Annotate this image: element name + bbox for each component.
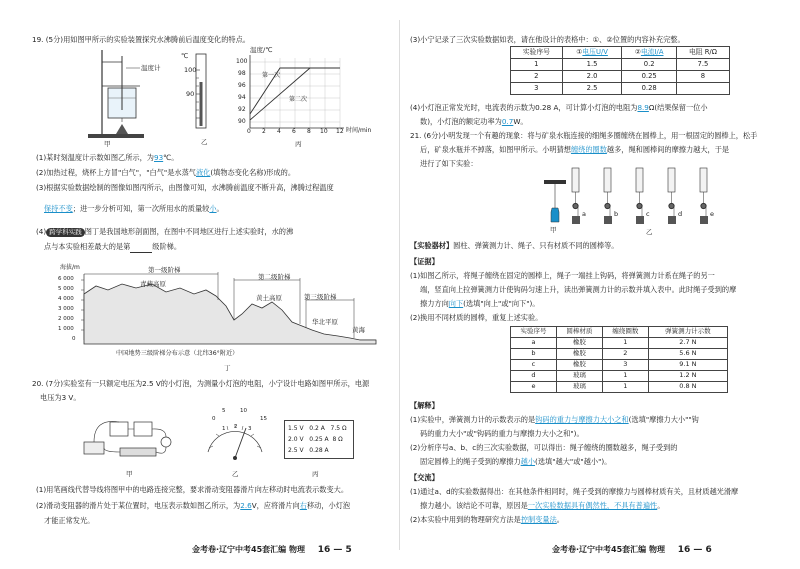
voltmeter-tick-3: 3 bbox=[248, 426, 252, 432]
q21-e2: (2)换用不同材质的圆棒，重复上述实验。 bbox=[410, 313, 543, 322]
answer-slider-direction: 右 bbox=[299, 501, 307, 510]
q21-bottle-figure bbox=[540, 174, 570, 224]
answer-reading-meaning: 钩码的重力与摩擦力大小之和 bbox=[535, 415, 629, 424]
terrain-y-0: 0 bbox=[72, 336, 76, 342]
q21-equipment: 【实验器材】圆柱、弹簧测力计、绳子、只有材质不同的圆棒等。 bbox=[410, 241, 619, 250]
terrain-y-3000: 3 000 bbox=[58, 306, 74, 312]
answer-temperature: 93 bbox=[154, 153, 164, 162]
note-row-2: 2.0 V 0.25 A 8 Ω bbox=[288, 436, 343, 443]
q21-e1-line2: 端，竖直向上拉弹簧测力计使钩码匀速上升，读出弹簧测力计的示数并填入表中。此时绳子受到的摩 bbox=[420, 285, 737, 294]
q21-fig-yi-label: 乙 bbox=[646, 228, 653, 236]
answer-friction-smaller: 越小 bbox=[520, 457, 536, 466]
q19-intro: 19. (5分)用如图甲所示的实验装置探究水沸腾前后温度变化的特点。 bbox=[32, 35, 250, 44]
voltmeter-tick-1: 1 bbox=[222, 426, 226, 432]
answer-voltage-reading: 2.6 bbox=[240, 501, 252, 510]
q19-apparatus-figure bbox=[80, 48, 200, 148]
q20-p4: (4)小灯泡正常发光时，电流表的示数为0.28 A，可计算小灯泡的电阻为8.9Ω(结果保留一位小 bbox=[410, 103, 708, 112]
terrain-ylabel: 海拔/m bbox=[60, 264, 80, 271]
q21-explain-heading: 【解释】 bbox=[410, 401, 439, 410]
q21-fig-jia-label: 甲 bbox=[550, 226, 557, 234]
answer-keep-constant: 保持不变 bbox=[44, 204, 73, 213]
setup-label-c: c bbox=[646, 210, 650, 218]
fig-jia-label: 甲 bbox=[104, 140, 111, 148]
q20-p3: (3)小宁记录了三次实验数据如表，请在他设计的表格中：①、②位置的内容补充完整。 bbox=[410, 35, 685, 44]
right-page bbox=[400, 0, 800, 569]
fig-ding-label: 丁 bbox=[224, 364, 231, 372]
scale-tick-90: 90 bbox=[186, 90, 195, 98]
graph-ylabel: 温度/℃ bbox=[250, 46, 273, 54]
region-loess: 黄土高原 bbox=[256, 294, 282, 302]
scale-tick-100: 100 bbox=[184, 66, 197, 74]
q21-intro-line3: 进行了如下实验： bbox=[420, 159, 478, 168]
graph-x-tick-12: 12 bbox=[336, 128, 344, 135]
table-header: 弹簧测力计示数 bbox=[648, 327, 727, 338]
table-row: c 橡胶 3 9.1 N bbox=[511, 360, 728, 371]
series-first-label: 第一次 bbox=[262, 72, 281, 79]
table-row: b 橡胶 2 5.6 N bbox=[511, 349, 728, 360]
region-yellow-sea: 黄海 bbox=[352, 326, 365, 334]
q21-x1: (1)实验中，弹簧测力计的示数表示的是钩码的重力与摩擦力大小之和(选填"摩擦力大小""钩 bbox=[410, 415, 699, 424]
thermometer-label: 温度计 bbox=[141, 64, 161, 72]
voltmeter-fig-label: 乙 bbox=[232, 470, 239, 478]
left-footer bbox=[192, 544, 352, 557]
graph-x-tick-4: 4 bbox=[277, 128, 281, 135]
fig-bing-label: 丙 bbox=[295, 140, 302, 148]
region-tibet: 青藏高原 bbox=[140, 280, 166, 288]
q20-intro: 20. (7分)实验室有一只额定电压为2.5 V的小灯泡，为测量小灯泡的电阻，小宁设计电路如图甲所示，电源 bbox=[32, 379, 370, 388]
q21-x2-line2: 固定圆棒上的绳子受到的摩擦力越小(选填"越大"或"越小")。 bbox=[420, 457, 612, 466]
table-header-2: ②电流I/A bbox=[622, 47, 676, 59]
graph-x-tick-0: 0 bbox=[247, 128, 251, 135]
terrain-y-5000: 5 000 bbox=[58, 286, 74, 292]
table-row: a 橡胶 1 2.7 N bbox=[511, 338, 728, 349]
table-header-resistance: 电阻 R/Ω bbox=[676, 47, 729, 59]
answer-method: 控制变量法 bbox=[520, 515, 557, 524]
q20-notes-box bbox=[284, 420, 354, 459]
q21-intro: 21. (6分)小明发现一个有趣的现象：将与矿泉水瓶连接的细绳多圈缠绕在圆棒上，用一根固定的圆棒上，松手 bbox=[410, 131, 758, 140]
q21-t1: (1)通过a、d的实验数据得出：在其他条件相同时，绳子受到的摩擦力与圆棒材质有关，且材质越光滑摩 bbox=[410, 487, 739, 496]
q20-p1: (1)用笔画线代替导线将图甲中的电路连接完整，要求滑动变阻器滑片向左移动时电流表示数变大。 bbox=[36, 485, 349, 494]
fig-yi-label: 乙 bbox=[201, 138, 208, 146]
footer-page-number: 16 — 5 bbox=[317, 545, 352, 555]
q21-talk-heading: 【交流】 bbox=[410, 473, 439, 482]
answer-resistance: 8.9 bbox=[637, 103, 649, 112]
graph-y-tick-94: 94 bbox=[238, 94, 246, 101]
step-2-label: 第二级阶梯 bbox=[258, 273, 291, 281]
note-row-3: 2.5 V 0.28 A bbox=[288, 447, 329, 454]
terrain-y-2000: 2 000 bbox=[58, 316, 74, 322]
table-header-1: ①电压U/V bbox=[562, 47, 622, 59]
graph-y-tick-98: 98 bbox=[238, 70, 246, 77]
notes-fig-label: 丙 bbox=[312, 470, 319, 478]
voltmeter-tick-10: 10 bbox=[240, 408, 247, 414]
graph-y-tick-96: 96 bbox=[238, 82, 246, 89]
q20-circuit-figure bbox=[80, 412, 180, 470]
graph-y-tick-100: 100 bbox=[236, 58, 248, 65]
answer-friction-direction: 向下 bbox=[448, 299, 464, 308]
terrain-y-4000: 4 000 bbox=[58, 296, 74, 302]
region-north-china-plain: 华北平原 bbox=[312, 318, 338, 326]
q19-p4: (4) 跨学科实践 图丁是我国地形剖面图，在图中不同地区进行上述实验时，水的沸 bbox=[36, 227, 294, 236]
terrain-y-1000: 1 000 bbox=[58, 326, 74, 332]
circuit-fig-label: 甲 bbox=[126, 470, 133, 478]
footer-book-title: 金考卷·辽宁中考45套汇编 物理 bbox=[552, 545, 665, 554]
table-row: 1 1.5 0.2 7.5 bbox=[511, 59, 730, 71]
q19-p2: (2)加热过程，烧杯上方冒"白气"，"白气"是水蒸气液化(填物态变化名称)形成的。 bbox=[36, 168, 296, 177]
answer-liquefaction: 液化 bbox=[195, 168, 211, 177]
graph-x-tick-10: 10 bbox=[320, 128, 328, 135]
step-3-label: 第三级阶梯 bbox=[304, 293, 337, 301]
voltmeter-tick-2: 2 bbox=[234, 424, 238, 430]
graph-x-tick-6: 6 bbox=[292, 128, 296, 135]
q21-t1-line2: 擦力越小。该结论不可靠，原因是一次实验数据具有偶然性，不具有普遍性。 bbox=[420, 501, 665, 510]
right-footer bbox=[552, 544, 712, 557]
table-header-index: 实验序号 bbox=[511, 47, 563, 59]
footer-page-number: 16 — 6 bbox=[677, 545, 712, 555]
q20-p4-line2: 数)，小灯泡的额定功率为0.7W。 bbox=[420, 117, 528, 126]
scale-unit: ℃ bbox=[181, 52, 189, 60]
q21-intro-line2: 后，矿泉水瓶并不掉落，如图甲所示。小明猜想缠绕的圈数越多，绳和圆棒间的摩擦力越大，于是 bbox=[420, 145, 730, 154]
voltmeter-tick-0: 0 bbox=[212, 416, 216, 422]
setup-label-e: e bbox=[710, 210, 714, 218]
terrain-caption: 中国地势三级阶梯分布示意（北纬36°附近） bbox=[116, 350, 239, 357]
table-header: 缠绕圈数 bbox=[602, 327, 648, 338]
q20-intro-line2: 电压为3 V。 bbox=[40, 393, 81, 402]
graph-y-tick-92: 92 bbox=[238, 106, 246, 113]
series-second-label: 第二次 bbox=[289, 96, 308, 103]
graph-x-tick-8: 8 bbox=[307, 128, 311, 135]
q21-t2: (2)本实验中用到的物理研究方法是控制变量法。 bbox=[410, 515, 564, 524]
note-row-1: 1.5 V 0.2 A 7.5 Ω bbox=[288, 425, 347, 432]
q19-terrain-profile bbox=[56, 270, 386, 348]
setup-label-d: d bbox=[678, 210, 683, 218]
voltmeter-tick-5: 5 bbox=[222, 408, 226, 414]
table-row: d 玻璃 1 1.2 N bbox=[511, 371, 728, 382]
table-row: 3 2.5 0.28 bbox=[511, 83, 730, 95]
answer-reason: 一次实验数据具有偶然性，不具有普遍性 bbox=[527, 501, 658, 510]
footer-book-title: 金考卷·辽宁中考45套汇编 物理 bbox=[192, 545, 305, 554]
setup-label-b: b bbox=[614, 210, 619, 218]
q19-p3-line2: 保持不变；进一步分析可知，第一次所用水的质量较小。 bbox=[44, 204, 224, 213]
q21-proof-heading: 【证据】 bbox=[410, 257, 439, 266]
graph-x-tick-2: 2 bbox=[262, 128, 266, 135]
q20-data-table bbox=[510, 46, 730, 95]
interdisciplinary-badge: 跨学科实践 bbox=[46, 228, 85, 237]
setup-label-a: a bbox=[582, 210, 586, 218]
q19-p4-line2: 点与本实验相差最大的是第 级阶梯。 bbox=[44, 242, 182, 251]
table-header: 实验序号 bbox=[511, 327, 557, 338]
table-header: 圆棒材质 bbox=[556, 327, 602, 338]
q21-x2: (2)分析序号a、b、c的三次实验数据，可以得出：绳子缠绕的圈数越多，绳子受到的 bbox=[410, 443, 678, 452]
answer-power: 0.7 bbox=[501, 117, 514, 126]
table-row: 2 2.0 0.25 8 bbox=[511, 71, 730, 83]
voltmeter-tick-15: 15 bbox=[260, 416, 267, 422]
q21-x1-line2: 码的重力大小"或"钩码的重力与摩擦力大小之和")。 bbox=[420, 429, 584, 438]
answer-mass-smaller: 小 bbox=[209, 204, 217, 213]
graph-y-tick-90: 90 bbox=[238, 118, 246, 125]
q19-p1: (1)某时刻温度计示数如图乙所示，为93℃。 bbox=[36, 153, 179, 162]
q21-data-table bbox=[510, 326, 728, 393]
q21-e1-line1: (1)如图乙所示，将绳子缠绕在固定的圆棒上，绳子一端挂上钩码，将弹簧测力计系在绳子的另一 bbox=[410, 271, 715, 280]
q20-p2: (2)滑动变阻器的滑片处于某位置时，电压表示数如图乙所示，为2.6V，应将滑片向右移动，小灯泡 bbox=[36, 501, 351, 510]
q20-p2-line2: 才能正常发光。 bbox=[44, 516, 95, 525]
table-row: e 玻璃 1 0.8 N bbox=[511, 382, 728, 393]
q21-e1-line3: 擦力方向向下(选填"向上"或"向下")。 bbox=[420, 299, 540, 308]
answer-hypothesis: 缠绕的圈数 bbox=[570, 145, 607, 154]
q19-temperature-graph bbox=[236, 54, 346, 136]
blank-step bbox=[130, 241, 152, 253]
step-1-label: 第一级阶梯 bbox=[148, 266, 181, 274]
terrain-y-6000: 6 000 bbox=[58, 276, 74, 282]
graph-xlabel: 时间/min bbox=[346, 127, 372, 134]
q19-p3: (3)根据实验数据绘制的图像如图丙所示，由图像可知，水沸腾前温度不断升高，沸腾过程温度 bbox=[36, 183, 334, 192]
